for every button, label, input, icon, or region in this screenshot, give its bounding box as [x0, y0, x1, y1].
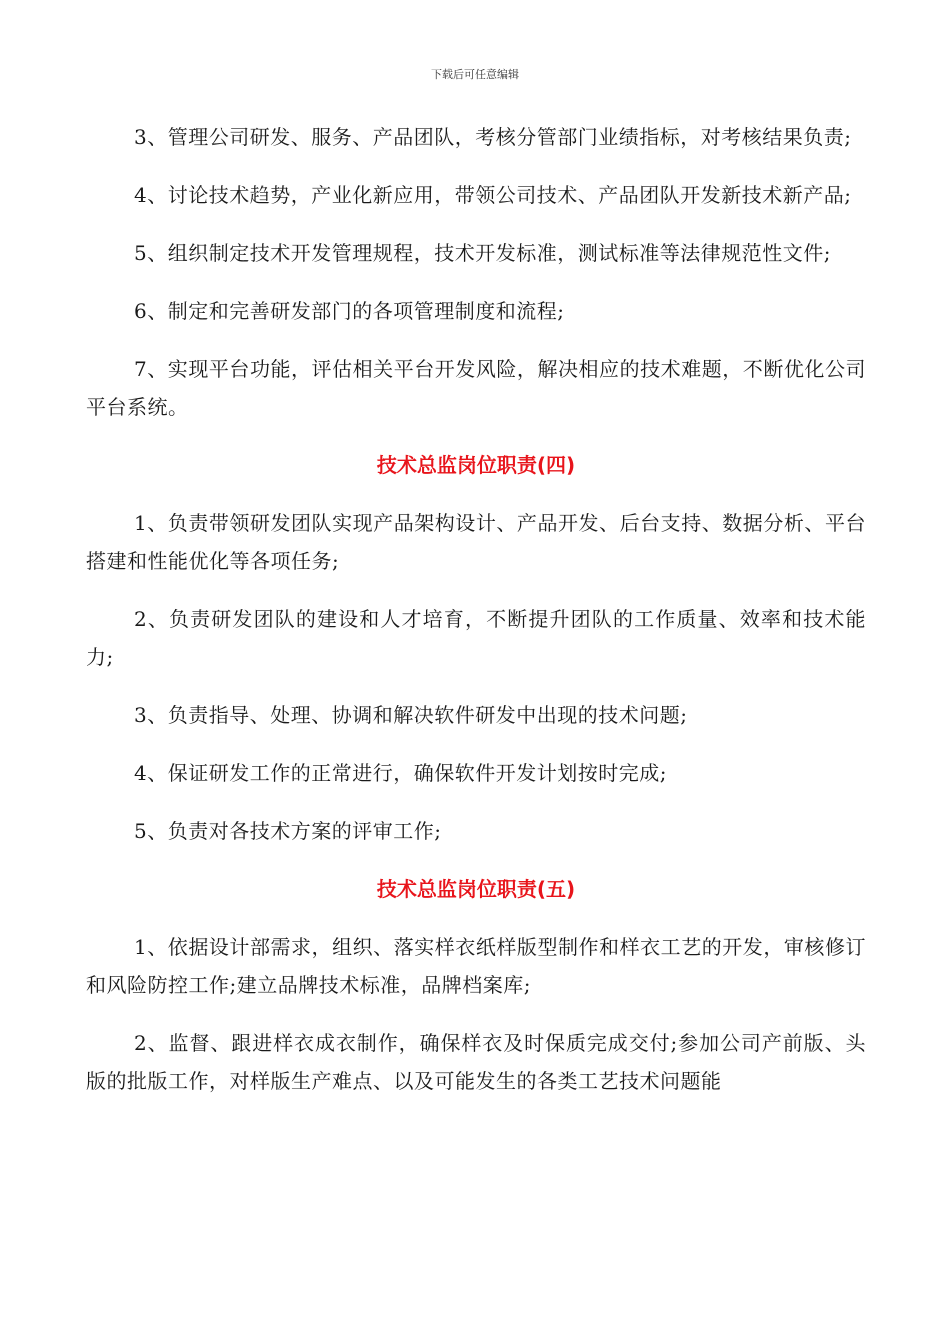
list-item: 5、负责对各技术方案的评审工作; [134, 819, 442, 843]
list-item: 3、管理公司研发、服务、产品团队，考核分管部门业绩指标，对考核结果负责; [134, 125, 852, 149]
list-item: 1、负责带领研发团队实现产品架构设计、产品开发、后台支持、数据分析、平台搭建和性能优化等各项任务; [86, 511, 866, 573]
list-item: 6、制定和完善研发部门的各项管理制度和流程; [134, 299, 565, 323]
list-item: 7、实现平台功能，评估相关平台开发风险，解决相应的技术难题，不断优化公司平台系统。 [86, 357, 866, 419]
list-item: 3、负责指导、处理、协调和解决软件研发中出现的技术问题; [134, 703, 688, 727]
list-item: 2、负责研发团队的建设和人才培育，不断提升团队的工作质量、效率和技术能力; [86, 607, 866, 669]
list-item: 4、讨论技术趋势，产业化新应用，带领公司技术、产品团队开发新技术新产品; [134, 183, 852, 207]
list-item: 4、保证研发工作的正常进行，确保软件开发计划按时完成; [134, 761, 667, 785]
list-item: 5、组织制定技术开发管理规程，技术开发标准，测试标准等法律规范性文件; [134, 241, 831, 265]
section-heading-4: 技术总监岗位职责(四) [376, 453, 576, 477]
page-header: 下载后可任意编辑 [431, 68, 519, 81]
section-heading-5: 技术总监岗位职责(五) [376, 877, 576, 901]
list-item: 1、依据设计部需求，组织、落实样衣纸样版型制作和样衣工艺的开发，审核修订和风险防控工作;建立品牌技术标准，品牌档案库; [86, 935, 866, 997]
document-body [86, 118, 866, 1120]
list-item: 2、监督、跟进样衣成衣制作，确保样衣及时保质完成交付;参加公司产前版、头版的批版工作，对样版生产难点、以及可能发生的各类工艺技术问题能 [86, 1031, 866, 1093]
